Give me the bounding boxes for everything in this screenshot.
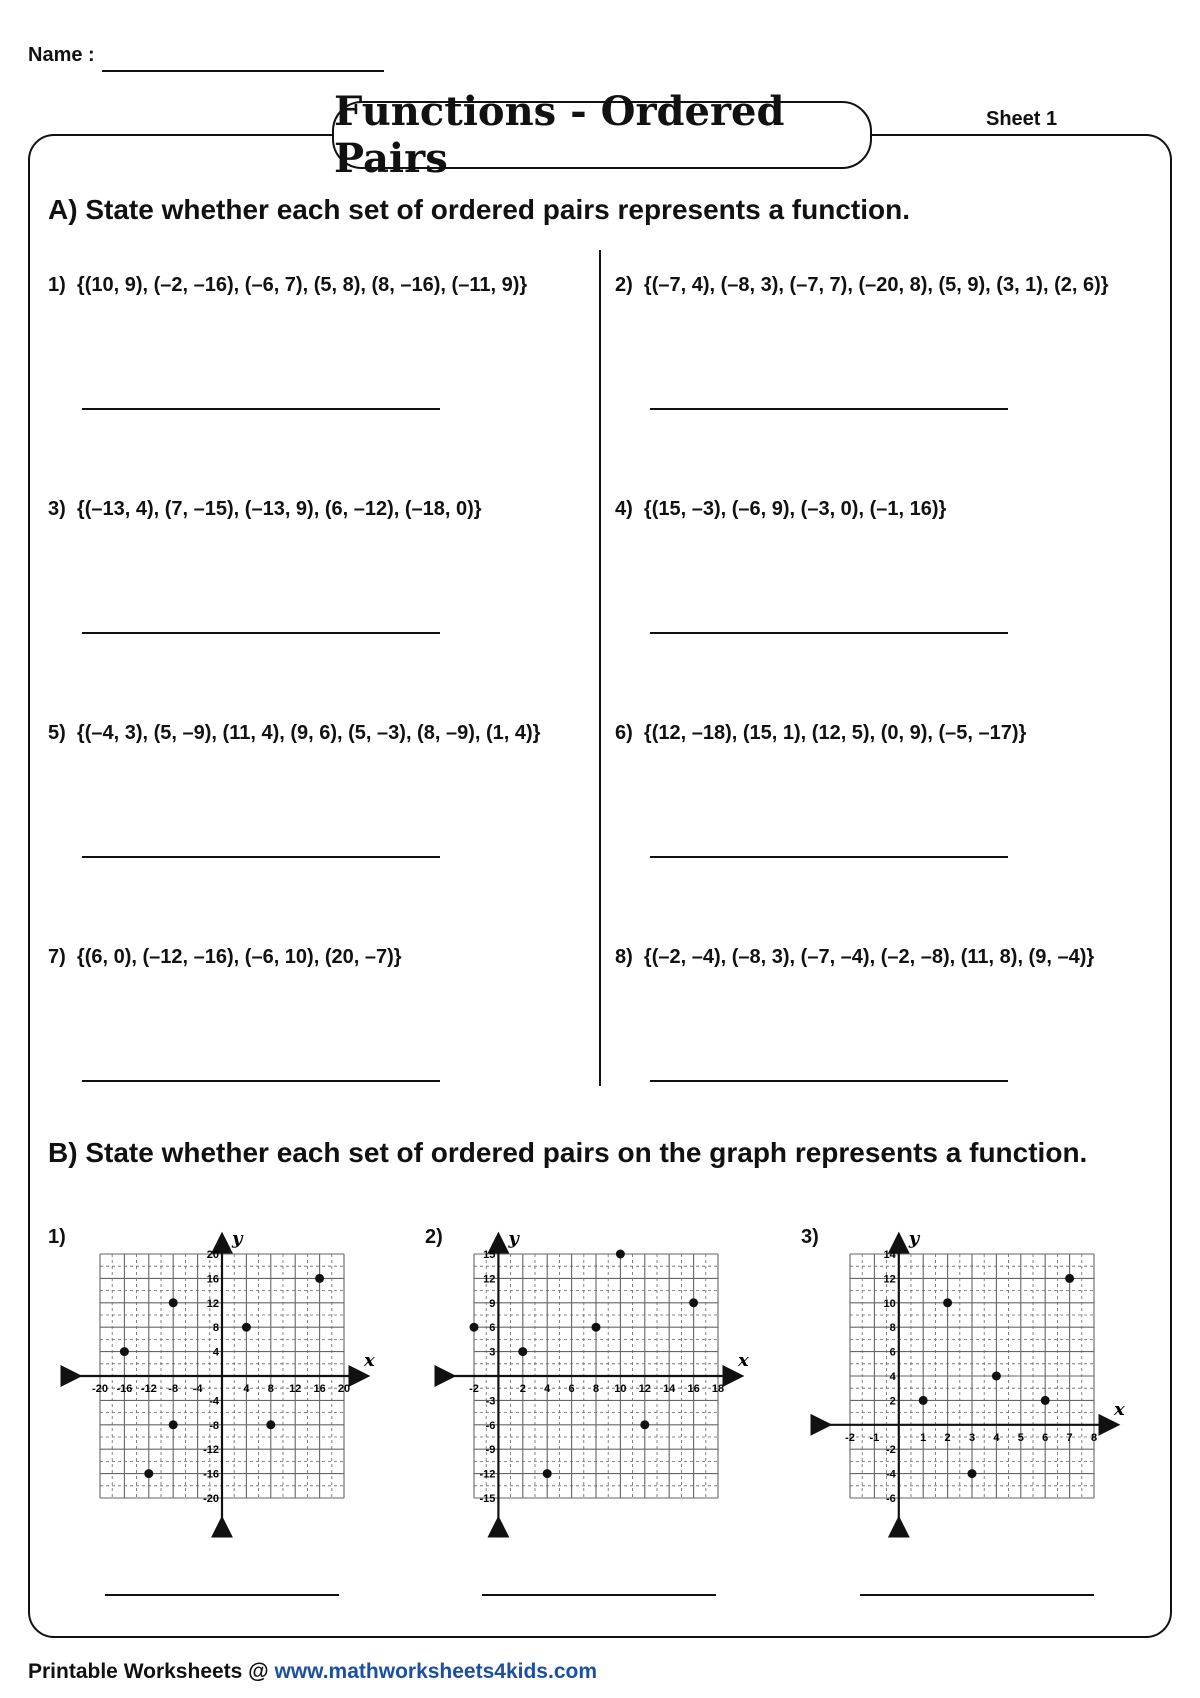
y-tick-label: 16 [206,1273,219,1286]
y-tick-label: -9 [485,1444,496,1457]
x-tick-label: 6 [1042,1431,1049,1444]
sheet-number: Sheet 1 [986,108,1058,130]
x-tick-label: 2 [944,1431,951,1444]
data-point [518,1347,527,1356]
column-divider [599,250,601,1086]
data-point [968,1469,977,1478]
y-tick-label: -2 [886,1444,896,1457]
x-tick-label: -12 [140,1383,157,1395]
x-tick-label: 5 [1017,1431,1024,1444]
y-tick-label: 12 [206,1297,219,1310]
x-axis-label: x [1114,1398,1125,1420]
y-tick-label: 14 [883,1249,896,1261]
data-point [169,1420,178,1429]
y-tick-label: 9 [489,1297,496,1310]
data-point [919,1396,928,1405]
y-tick-label: -20 [203,1493,219,1505]
graph-answer-line-3[interactable] [860,1594,1094,1596]
data-point [315,1274,324,1283]
x-tick-label: 8 [267,1383,274,1395]
y-tick-label: 3 [489,1346,496,1359]
data-point [1041,1396,1050,1405]
y-tick-label: -4 [209,1395,219,1408]
y-tick-label: 8 [889,1322,896,1335]
x-tick-label: 18 [711,1383,725,1395]
graph-2 [446,1226,756,1536]
data-point [689,1298,698,1307]
y-tick-label: 8 [212,1322,219,1335]
question-8: 8) {(–2, –4), (–8, 3), (–7, –4), (–2, –8), (11, 8), (9, –4)} [615,946,1095,968]
data-point [616,1250,625,1259]
y-tick-label: -12 [203,1444,219,1457]
x-tick-label: 16 [313,1383,326,1395]
answer-line-5[interactable] [82,856,440,858]
data-point [120,1347,129,1356]
answer-line-1[interactable] [82,408,440,410]
data-point [266,1420,275,1429]
graph-label-1: 1) [48,1226,66,1248]
y-tick-label: 15 [483,1249,496,1261]
x-tick-label: -20 [92,1383,108,1395]
footer [28,1660,597,1684]
x-tick-label: 12 [289,1383,302,1395]
y-axis-label: y [232,1228,243,1249]
x-tick-label: 1 [920,1431,927,1444]
name-blank[interactable] [102,70,384,72]
y-axis-label: y [908,1228,920,1249]
y-tick-label: -15 [479,1493,496,1505]
x-tick-label: -1 [869,1431,880,1444]
data-point [169,1298,178,1307]
x-tick-label: -16 [116,1383,133,1395]
answer-line-8[interactable] [650,1080,1008,1082]
y-tick-label: -3 [485,1395,496,1408]
x-tick-label: -4 [192,1383,203,1395]
x-tick-label: -2 [469,1383,479,1395]
question-5: 5) {(–4, 3), (5, –9), (11, 4), (9, 6), (5, –3), (8, –9), (1, 4)} [48,722,541,744]
footer-link[interactable]: www.mathworksheets4kids.com [274,1660,597,1683]
x-tick-label: 4 [243,1383,250,1395]
x-tick-label: 20 [337,1383,351,1395]
data-point [640,1420,649,1429]
y-tick-label: 12 [483,1273,496,1286]
footer-prefix: Printable Worksheets @ [28,1660,275,1683]
x-axis-label: x [364,1350,375,1371]
answer-line-7[interactable] [82,1080,440,1082]
data-point [144,1469,153,1478]
section-a-heading: A) State whether each set of ordered pairs represents a function. [48,194,910,225]
y-tick-label: -6 [886,1493,896,1505]
x-tick-label: 14 [663,1383,676,1395]
data-point [943,1298,952,1307]
y-tick-label: 6 [889,1346,896,1359]
y-tick-label: -6 [485,1419,496,1432]
y-tick-label: 4 [889,1371,896,1383]
y-tick-label: -4 [886,1468,896,1481]
y-tick-label: 12 [883,1273,896,1286]
x-tick-label: 12 [638,1383,651,1395]
y-tick-label: 6 [489,1322,496,1335]
question-1: 1) {(10, 9), (–2, –16), (–6, 7), (5, 8), (8, –16), (–11, 9)} [48,274,528,296]
x-tick-label: 10 [614,1383,627,1395]
x-tick-label: 7 [1066,1431,1073,1444]
data-point [543,1469,552,1478]
graph-label-3: 3) [801,1226,819,1248]
x-tick-label: 4 [544,1383,551,1395]
page-title: Functions - Ordered Pairs [332,101,872,169]
y-tick-label: 4 [212,1346,219,1359]
question-6: 6) {(12, –18), (15, 1), (12, 5), (0, 9), (–5, –17)} [615,722,1027,744]
answer-line-2[interactable] [650,408,1008,410]
y-tick-label: -16 [203,1468,219,1481]
y-tick-label: 20 [206,1249,219,1261]
graph-answer-line-1[interactable] [105,1594,339,1596]
x-tick-label: 8 [592,1383,600,1395]
x-axis-label: x [738,1350,749,1371]
question-7: 7) {(6, 0), (–12, –16), (–6, 10), (20, –7)} [48,946,402,968]
x-tick-label: 6 [568,1383,575,1395]
x-tick-label: 3 [968,1431,976,1444]
data-point [1065,1274,1074,1283]
y-tick-label: -8 [209,1419,219,1432]
y-tick-label: -12 [479,1468,496,1481]
answer-line-6[interactable] [650,856,1008,858]
graph-label-2: 2) [425,1226,443,1248]
data-point [992,1372,1001,1381]
section-b-heading: B) State whether each set of ordered pairs on the graph represents a function. [48,1137,1088,1168]
y-tick-label: 10 [883,1297,896,1310]
data-point [242,1323,251,1332]
x-tick-label: 16 [687,1383,700,1395]
answer-line-4[interactable] [650,632,1008,634]
question-4: 4) {(15, –3), (–6, 9), (–3, 0), (–1, 16)} [615,498,947,520]
name-label: Name : [28,44,95,66]
y-axis-label: y [508,1228,519,1249]
data-point [470,1323,479,1332]
x-tick-label: 4 [993,1431,1000,1444]
x-tick-label: -8 [168,1383,179,1395]
x-tick-label: -2 [845,1431,855,1444]
x-tick-label: 8 [1090,1431,1098,1444]
answer-line-3[interactable] [82,632,440,634]
x-tick-label: 2 [519,1383,526,1395]
graph-3 [822,1226,1132,1536]
data-point [592,1323,601,1332]
graph-1 [70,1226,375,1536]
question-3: 3) {(–13, 4), (7, –15), (–13, 9), (6, –12), (–18, 0)} [48,498,482,520]
y-tick-label: 2 [889,1395,896,1408]
graph-answer-line-2[interactable] [482,1594,716,1596]
question-2: 2) {(–7, 4), (–8, 3), (–7, 7), (–20, 8), (5, 9), (3, 1), (2, 6)} [615,274,1109,296]
